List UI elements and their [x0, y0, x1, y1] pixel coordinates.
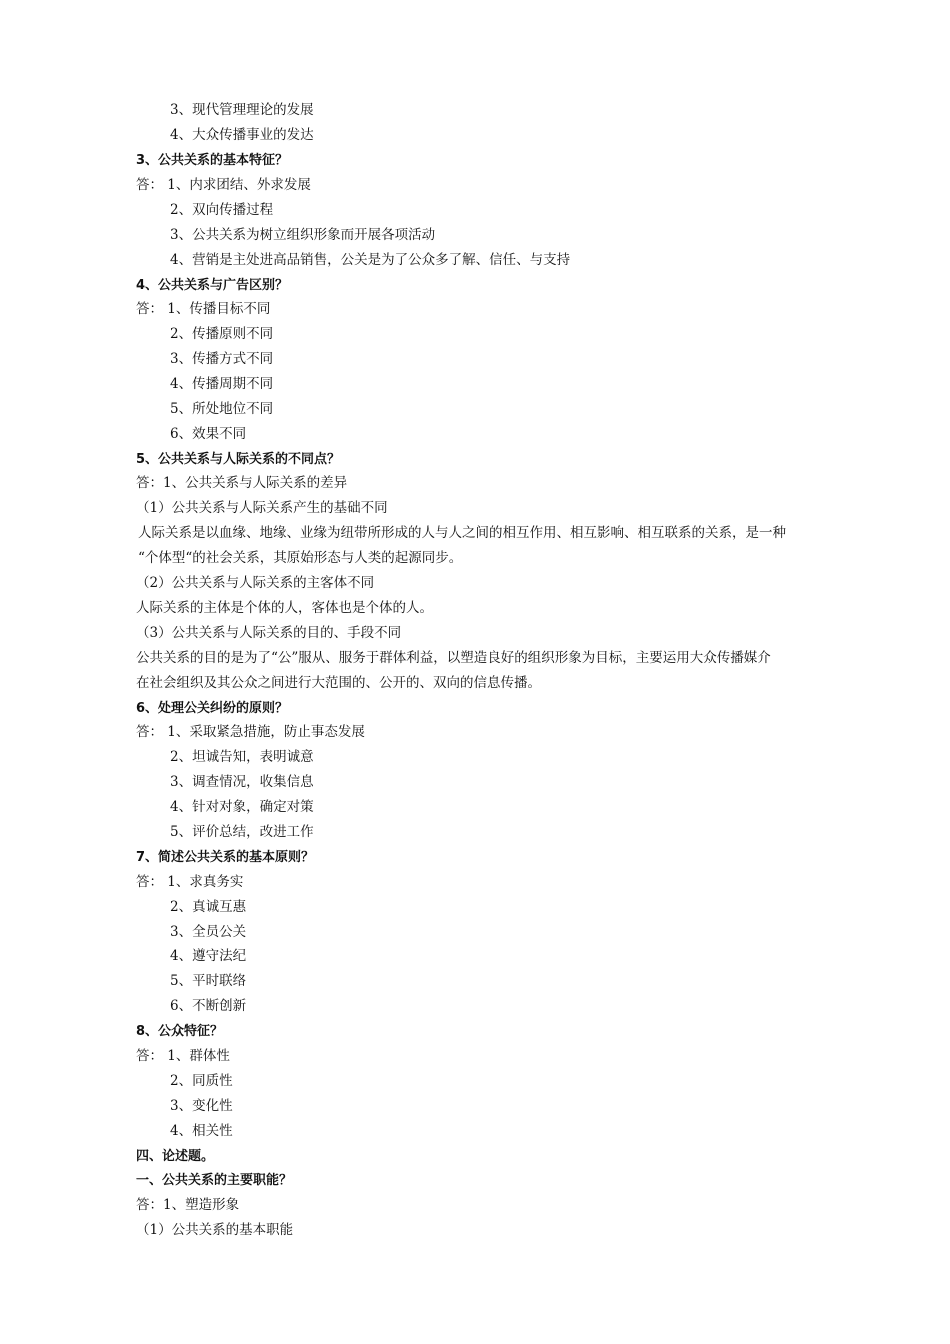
answer-line: 答：1、塑造形象	[136, 1197, 240, 1213]
list-item: 4、遵守法纪	[170, 948, 247, 964]
question-heading: 4、公共关系与广告区别？	[136, 278, 289, 293]
list-item: 5、评价总结，改进工作	[170, 824, 314, 840]
question-heading: 8、公众特征？	[136, 1024, 224, 1039]
paragraph-line: 公共关系的目的是为了“公”服从、服务于群体利益，以塑造良好的组织形象为目标，主要运用大众传播媒介	[136, 650, 771, 666]
list-item: 3、调查情况，收集信息	[170, 774, 314, 790]
question-heading: 6、处理公关纠纷的原则？	[136, 701, 289, 716]
list-item: 4、营销是主处进高品销售，公关是为了公众多了解、信任、与支持	[170, 252, 571, 268]
list-item: 3、全员公关	[170, 924, 247, 940]
paragraph-line: “个体型“的社会关系，其原始形态与人类的起源同步。	[138, 550, 463, 566]
answer-line: 答： 1、传播目标不同	[136, 301, 271, 317]
answer-line: 答： 1、采取紧急措施，防止事态发展	[136, 724, 365, 740]
answer-line: 答： 1、群体性	[136, 1048, 230, 1064]
question-heading: 5、公共关系与人际关系的不同点？	[136, 452, 341, 467]
list-item: 3、传播方式不同	[170, 351, 274, 367]
list-item: 2、双向传播过程	[170, 202, 274, 218]
list-item: 3、现代管理理论的发展	[170, 102, 314, 118]
list-item: 2、传播原则不同	[170, 326, 274, 342]
list-item: 4、相关性	[170, 1123, 233, 1139]
list-item: 4、传播周期不同	[170, 376, 274, 392]
list-item: 2、真诚互惠	[170, 899, 247, 915]
list-item: 3、变化性	[170, 1098, 233, 1114]
list-item: 6、不断创新	[170, 998, 247, 1014]
question-heading: 一、公共关系的主要职能？	[136, 1173, 293, 1188]
list-item: 5、平时联络	[170, 973, 247, 989]
section-heading: 四、论述题。	[136, 1149, 215, 1164]
question-heading: 3、公共关系的基本特征？	[136, 153, 289, 168]
question-heading: 7、简述公共关系的基本原则？	[136, 850, 315, 865]
paragraph-line: 在社会组织及其公众之间进行大范围的、公开的、双向的信息传播。	[136, 675, 541, 691]
paragraph-line: 人际关系是以血缘、地缘、业缘为纽带所形成的人与人之间的相互作用、相互影响、相互联系的关系，是一种	[138, 525, 786, 541]
list-item: 4、大众传播事业的发达	[170, 127, 314, 143]
sub-point: （1）公共关系的基本职能	[136, 1222, 294, 1238]
list-item: 2、坦诚告知，表明诚意	[170, 749, 314, 765]
answer-line: 答： 1、内求团结、外求发展	[136, 177, 311, 193]
list-item: 6、效果不同	[170, 426, 247, 442]
sub-point: （1）公共关系与人际关系产生的基础不同	[136, 500, 388, 516]
list-item: 5、所处地位不同	[170, 401, 274, 417]
sub-point: （2）公共关系与人际关系的主客体不同	[136, 575, 375, 591]
sub-point: （3）公共关系与人际关系的目的、手段不同	[136, 625, 402, 641]
list-item: 4、针对对象，确定对策	[170, 799, 314, 815]
paragraph-line: 人际关系的主体是个体的人，客体也是个体的人。	[136, 600, 433, 616]
answer-line: 答：1、公共关系与人际关系的差异	[136, 475, 348, 491]
list-item: 2、同质性	[170, 1073, 233, 1089]
answer-line: 答： 1、求真务实	[136, 874, 244, 890]
list-item: 3、公共关系为树立组织形象而开展各项活动	[170, 227, 436, 243]
